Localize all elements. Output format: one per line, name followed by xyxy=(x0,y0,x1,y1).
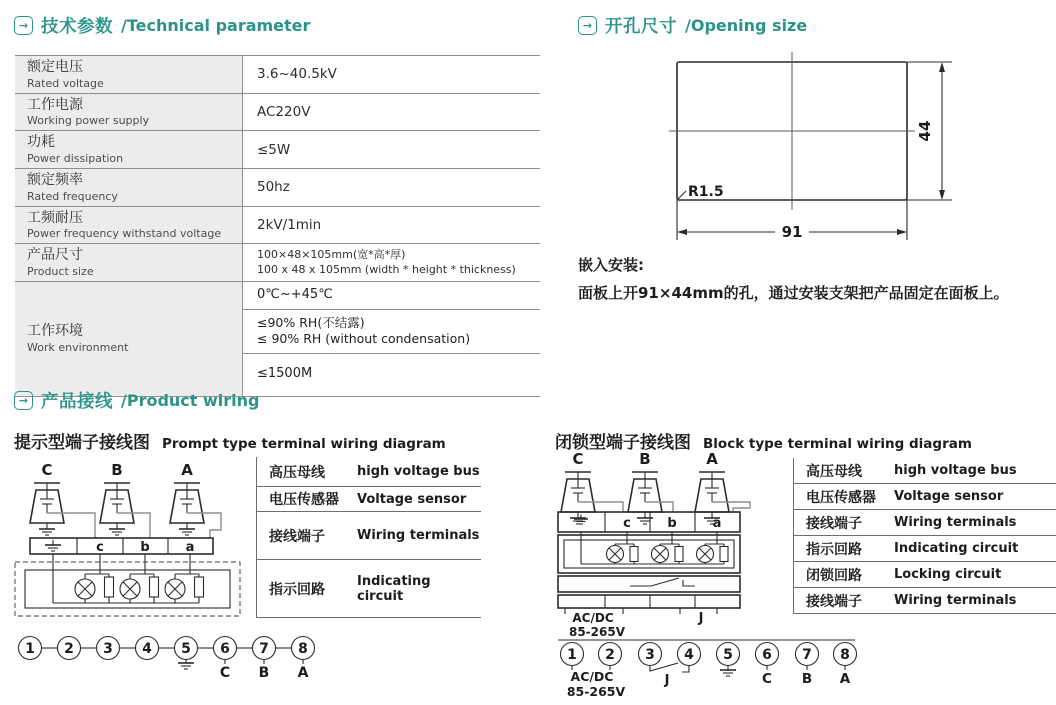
svg-text:85-265V: 85-265V xyxy=(568,625,626,639)
legend-row: 电压传感器 Voltage sensor xyxy=(257,487,481,512)
svg-text:C: C xyxy=(762,671,772,687)
section-title-en: /Product wiring xyxy=(121,391,260,410)
svg-text:4: 4 xyxy=(684,647,694,663)
svg-text:1: 1 xyxy=(25,641,35,657)
technical-parameter-header xyxy=(14,13,310,38)
legend-row: 接线端子 Wiring terminals xyxy=(794,510,1056,536)
section-title-zh: 产品接线 xyxy=(41,392,113,412)
row-label: 产品尺寸 Product size xyxy=(15,244,243,281)
arrowhead xyxy=(939,62,945,72)
svg-text:3: 3 xyxy=(645,647,655,663)
table-row xyxy=(15,244,540,282)
legend-row: 接线端子 Wiring terminals xyxy=(257,512,481,560)
svg-text:B: B xyxy=(111,461,123,479)
svg-text:A: A xyxy=(839,671,851,687)
svg-text:J: J xyxy=(698,611,704,626)
terminal-numbers-row xyxy=(561,643,857,700)
svg-text:1: 1 xyxy=(567,647,577,663)
row-label: 工频耐压 Power frequency withstand voltage xyxy=(15,207,243,244)
width-dim-label: 91 xyxy=(781,223,803,241)
arrow-right-icon: → xyxy=(14,16,33,35)
row-value: 50hz xyxy=(257,179,290,196)
indicating-circuit xyxy=(558,532,740,573)
resistor-symbol xyxy=(150,577,159,597)
voltage-sensor-symbol xyxy=(170,461,213,535)
svg-text:85-265V: 85-265V xyxy=(566,684,626,699)
section-title-zh: 技术参数 xyxy=(41,17,113,37)
sensor-wire xyxy=(671,502,673,512)
row-value: AC220V xyxy=(257,104,311,121)
terminal-numbers-row xyxy=(19,637,315,682)
table-row xyxy=(15,169,540,207)
svg-text:5: 5 xyxy=(181,641,191,657)
table-row xyxy=(15,94,540,132)
arrowhead xyxy=(897,229,907,235)
note-body: 面板上开91×44mm的孔，通过安装支架把产品固定在面板上。 xyxy=(578,283,1009,302)
svg-text:5: 5 xyxy=(723,647,733,663)
svg-text:C: C xyxy=(219,665,231,681)
opening-size-drawing xyxy=(620,48,1056,248)
row-value: 3.6~40.5kV xyxy=(257,66,337,83)
arrowhead xyxy=(939,190,945,200)
arrowhead xyxy=(677,229,687,235)
legend-row: 接线端子 Wiring terminals xyxy=(794,588,1056,614)
row-label: 工作环境 Work environment xyxy=(15,282,243,395)
resistor-symbol xyxy=(630,547,638,562)
block-diagram-title: 闭锁型端子接线图 Block type terminal wiring diagram xyxy=(555,433,972,453)
row-value: 2kV/1min xyxy=(257,217,322,234)
voltage-sensor-symbol xyxy=(561,450,604,524)
table-row xyxy=(15,131,540,169)
svg-text:8: 8 xyxy=(840,647,850,663)
resistor-symbol xyxy=(720,547,728,562)
svg-text:B: B xyxy=(258,665,270,681)
voltage-sensor-symbol xyxy=(30,461,73,535)
sensor-wire xyxy=(604,502,623,512)
env-humidity: ≤90% RH(不结露) ≤ 90% RH (without condensation) xyxy=(243,310,540,354)
legend-row: 闭锁回路 Locking circuit xyxy=(794,562,1056,588)
row-label: 额定电压 Rated voltage xyxy=(15,56,243,93)
product-wiring-header xyxy=(14,388,259,413)
svg-text:3: 3 xyxy=(103,641,113,657)
row-label: 工作电源 Working power supply xyxy=(15,94,243,131)
section-title-en: /Technical parameter xyxy=(121,16,311,35)
section-title-en: /Opening size xyxy=(685,16,808,35)
height-dim-label: 44 xyxy=(916,120,934,142)
svg-text:4: 4 xyxy=(142,641,152,657)
technical-parameter-table xyxy=(15,55,540,397)
env-temperature: 0℃~+45℃ xyxy=(243,282,540,310)
svg-text:A: A xyxy=(297,665,309,681)
section-title-zh: 开孔尺寸 xyxy=(605,17,677,37)
svg-text:6: 6 xyxy=(220,641,230,657)
svg-text:A: A xyxy=(181,461,193,479)
legend-row: 高压母线 high voltage bus xyxy=(794,458,1056,484)
table-row xyxy=(15,207,540,245)
svg-text:a: a xyxy=(712,516,722,531)
terminal-strip xyxy=(30,538,213,555)
legend-row: 电压传感器 Voltage sensor xyxy=(794,484,1056,510)
svg-text:7: 7 xyxy=(259,641,269,657)
legend-row: 高压母线 high voltage bus xyxy=(257,457,481,487)
row-value: 100×48×105mm(宽*高*厚) 100 x 48 x 105mm (width * height * thickness) xyxy=(257,247,516,276)
resistor-symbol xyxy=(675,547,683,562)
svg-text:c: c xyxy=(96,540,104,555)
svg-text:A: A xyxy=(706,450,718,468)
sensor-wire xyxy=(143,513,150,538)
row-value: ≤5W xyxy=(257,141,291,158)
svg-text:2: 2 xyxy=(64,641,74,657)
svg-text:6: 6 xyxy=(762,647,772,663)
sensor-wire xyxy=(210,513,221,538)
legend-row: 指示回路 Indicating circuit xyxy=(257,560,481,618)
mounting-note xyxy=(578,252,1009,308)
svg-text:B: B xyxy=(801,671,813,687)
svg-text:C: C xyxy=(572,450,584,468)
table-row-work-environment xyxy=(15,282,540,396)
note-title: 嵌入安装: xyxy=(578,256,644,274)
arrow-right-icon: → xyxy=(578,16,597,35)
svg-text:8: 8 xyxy=(298,641,308,657)
svg-text:J: J xyxy=(664,673,670,688)
svg-text:b: b xyxy=(140,540,150,555)
row-label: 功耗 Power dissipation xyxy=(15,131,243,168)
svg-text:AC/DC: AC/DC xyxy=(572,611,614,625)
prompt-diagram-title: 提示型端子接线图 Prompt type terminal wiring diagram xyxy=(14,433,446,453)
voltage-sensor-symbol xyxy=(100,461,143,535)
table-row xyxy=(15,56,540,94)
svg-text:AC/DC: AC/DC xyxy=(570,669,614,684)
locking-circuit xyxy=(558,576,740,592)
resistor-symbol xyxy=(105,577,114,597)
resistor-symbol xyxy=(195,577,204,597)
prompt-legend xyxy=(256,457,481,618)
opening-size-header xyxy=(578,13,807,38)
env-altitude: ≤1500M xyxy=(257,366,313,382)
svg-text:C: C xyxy=(41,461,53,479)
row-label: 额定频率 Rated frequency xyxy=(15,169,243,206)
terminal-strip xyxy=(558,512,740,532)
env-values xyxy=(243,282,540,395)
block-legend xyxy=(793,458,1056,614)
indicating-circuit xyxy=(15,554,240,616)
svg-text:B: B xyxy=(639,450,651,468)
voltage-sensor-symbol xyxy=(695,450,738,524)
svg-text:7: 7 xyxy=(802,647,812,663)
radius-label: R1.5 xyxy=(688,184,724,200)
svg-text:2: 2 xyxy=(605,647,615,663)
sensor-wire xyxy=(733,502,750,512)
svg-text:a: a xyxy=(185,540,195,555)
svg-text:b: b xyxy=(667,516,677,531)
arrow-right-icon: → xyxy=(14,391,33,410)
sensor-wire xyxy=(73,513,95,538)
switch-symbol xyxy=(630,578,679,586)
legend-row: 指示回路 Indicating circuit xyxy=(794,536,1056,562)
svg-text:c: c xyxy=(623,516,631,531)
radius-leader xyxy=(677,191,686,200)
